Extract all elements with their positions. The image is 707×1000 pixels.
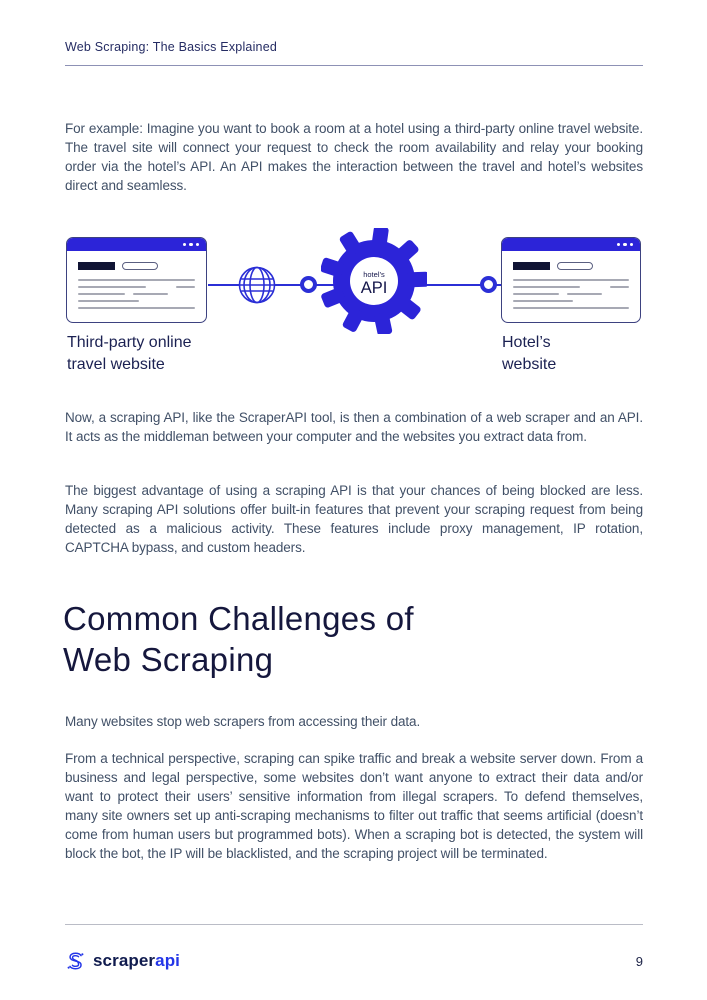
section-heading: Common Challenges of Web Scraping bbox=[63, 600, 414, 678]
browser-titlebar bbox=[67, 238, 206, 251]
gear-icon bbox=[321, 228, 427, 334]
running-header-title: Web Scraping: The Basics Explained bbox=[65, 40, 278, 54]
window-dot-icon bbox=[623, 243, 627, 247]
skeleton-line bbox=[513, 286, 580, 288]
paragraph-perspectives: From a technical perspective, scraping can spike traffic and break a website server down. From a business and legal perspective, some websites don’t want anyone to extract their data and/or want to protect their users’ sensitive information from illegal scrapers. To defend themselves, many site owners set up anti-scraping mechanisms to filter out traffic that seems artificial (doesn’t come from human users but programmed bots). When a scraping bot is detected, the system will block the bot, the IP will be blacklisted, and the scraping project will be terminated. bbox=[65, 751, 643, 861]
connector-ring-icon bbox=[300, 276, 317, 293]
skeleton-search-pill bbox=[122, 262, 158, 270]
skeleton-line bbox=[513, 307, 629, 309]
scraperapi-s-icon bbox=[65, 950, 86, 972]
window-dot-icon bbox=[183, 243, 187, 247]
skeleton-line bbox=[513, 293, 559, 295]
browser-window-travel-site bbox=[66, 237, 207, 323]
skeleton-logo-block bbox=[513, 262, 550, 270]
label-hotel-website: Hotel’s website bbox=[502, 334, 557, 373]
browser-titlebar bbox=[502, 238, 640, 251]
window-dot-icon bbox=[196, 243, 200, 247]
skeleton-line bbox=[567, 293, 602, 295]
scraperapi-logo bbox=[65, 950, 180, 972]
skeleton-search-pill bbox=[557, 262, 593, 270]
browser-content-skeleton bbox=[502, 251, 640, 309]
skeleton-line bbox=[78, 293, 125, 295]
paragraph-example-hotel: For example: Imagine you want to book a room at a hotel using a third-party online travel website. The travel site will connect your request to check the room availability and relay your booking order via the hotel’s API. An API makes the interaction between the travel and hotel’s websites direct and seamless. bbox=[65, 121, 643, 193]
window-dot-icon bbox=[617, 243, 621, 247]
browser-window-hotel-site bbox=[501, 237, 641, 323]
skeleton-line bbox=[78, 279, 195, 281]
footer-divider bbox=[65, 924, 643, 925]
skeleton-line bbox=[78, 286, 146, 288]
header-divider bbox=[65, 65, 643, 66]
paragraph-websites-stop: Many websites stop web scrapers from accessing their data. bbox=[65, 714, 421, 729]
gear-label-small: hotel’s bbox=[363, 270, 385, 279]
browser-content-skeleton bbox=[67, 251, 206, 309]
label-travel-website: Third-party online travel website bbox=[67, 334, 192, 373]
skeleton-line bbox=[610, 286, 629, 288]
skeleton-line bbox=[513, 279, 629, 281]
api-diagram bbox=[65, 228, 643, 373]
skeleton-line bbox=[78, 307, 195, 309]
paragraph-advantage: The biggest advantage of using a scraping API is that your chances of being blocked are less. Many scraping API solutions offer built-in features that prevent your scraping request from being detected as a malicious activity. These features include proxy management, IP rotation, CAPTCHA bypass, and custom headers. bbox=[65, 483, 643, 555]
skeleton-line bbox=[133, 293, 168, 295]
skeleton-logo-block bbox=[78, 262, 115, 270]
skeleton-line bbox=[513, 300, 573, 302]
globe-icon bbox=[237, 265, 277, 305]
page-footer bbox=[65, 950, 643, 972]
skeleton-line bbox=[78, 300, 139, 302]
skeleton-line bbox=[176, 286, 195, 288]
connector-ring-icon bbox=[480, 276, 497, 293]
gear-label-large: API bbox=[360, 279, 388, 297]
scraperapi-wordmark: scraperapi bbox=[93, 951, 181, 970]
paragraph-scraping-api: Now, a scraping API, like the ScraperAPI tool, is then a combination of a web scraper and an API. It acts as the middleman between your computer and the websites you extract data from. bbox=[65, 410, 643, 444]
window-dot-icon bbox=[630, 243, 634, 247]
page-header bbox=[65, 40, 643, 66]
page-number: 9 bbox=[635, 953, 643, 969]
window-dot-icon bbox=[189, 243, 193, 247]
